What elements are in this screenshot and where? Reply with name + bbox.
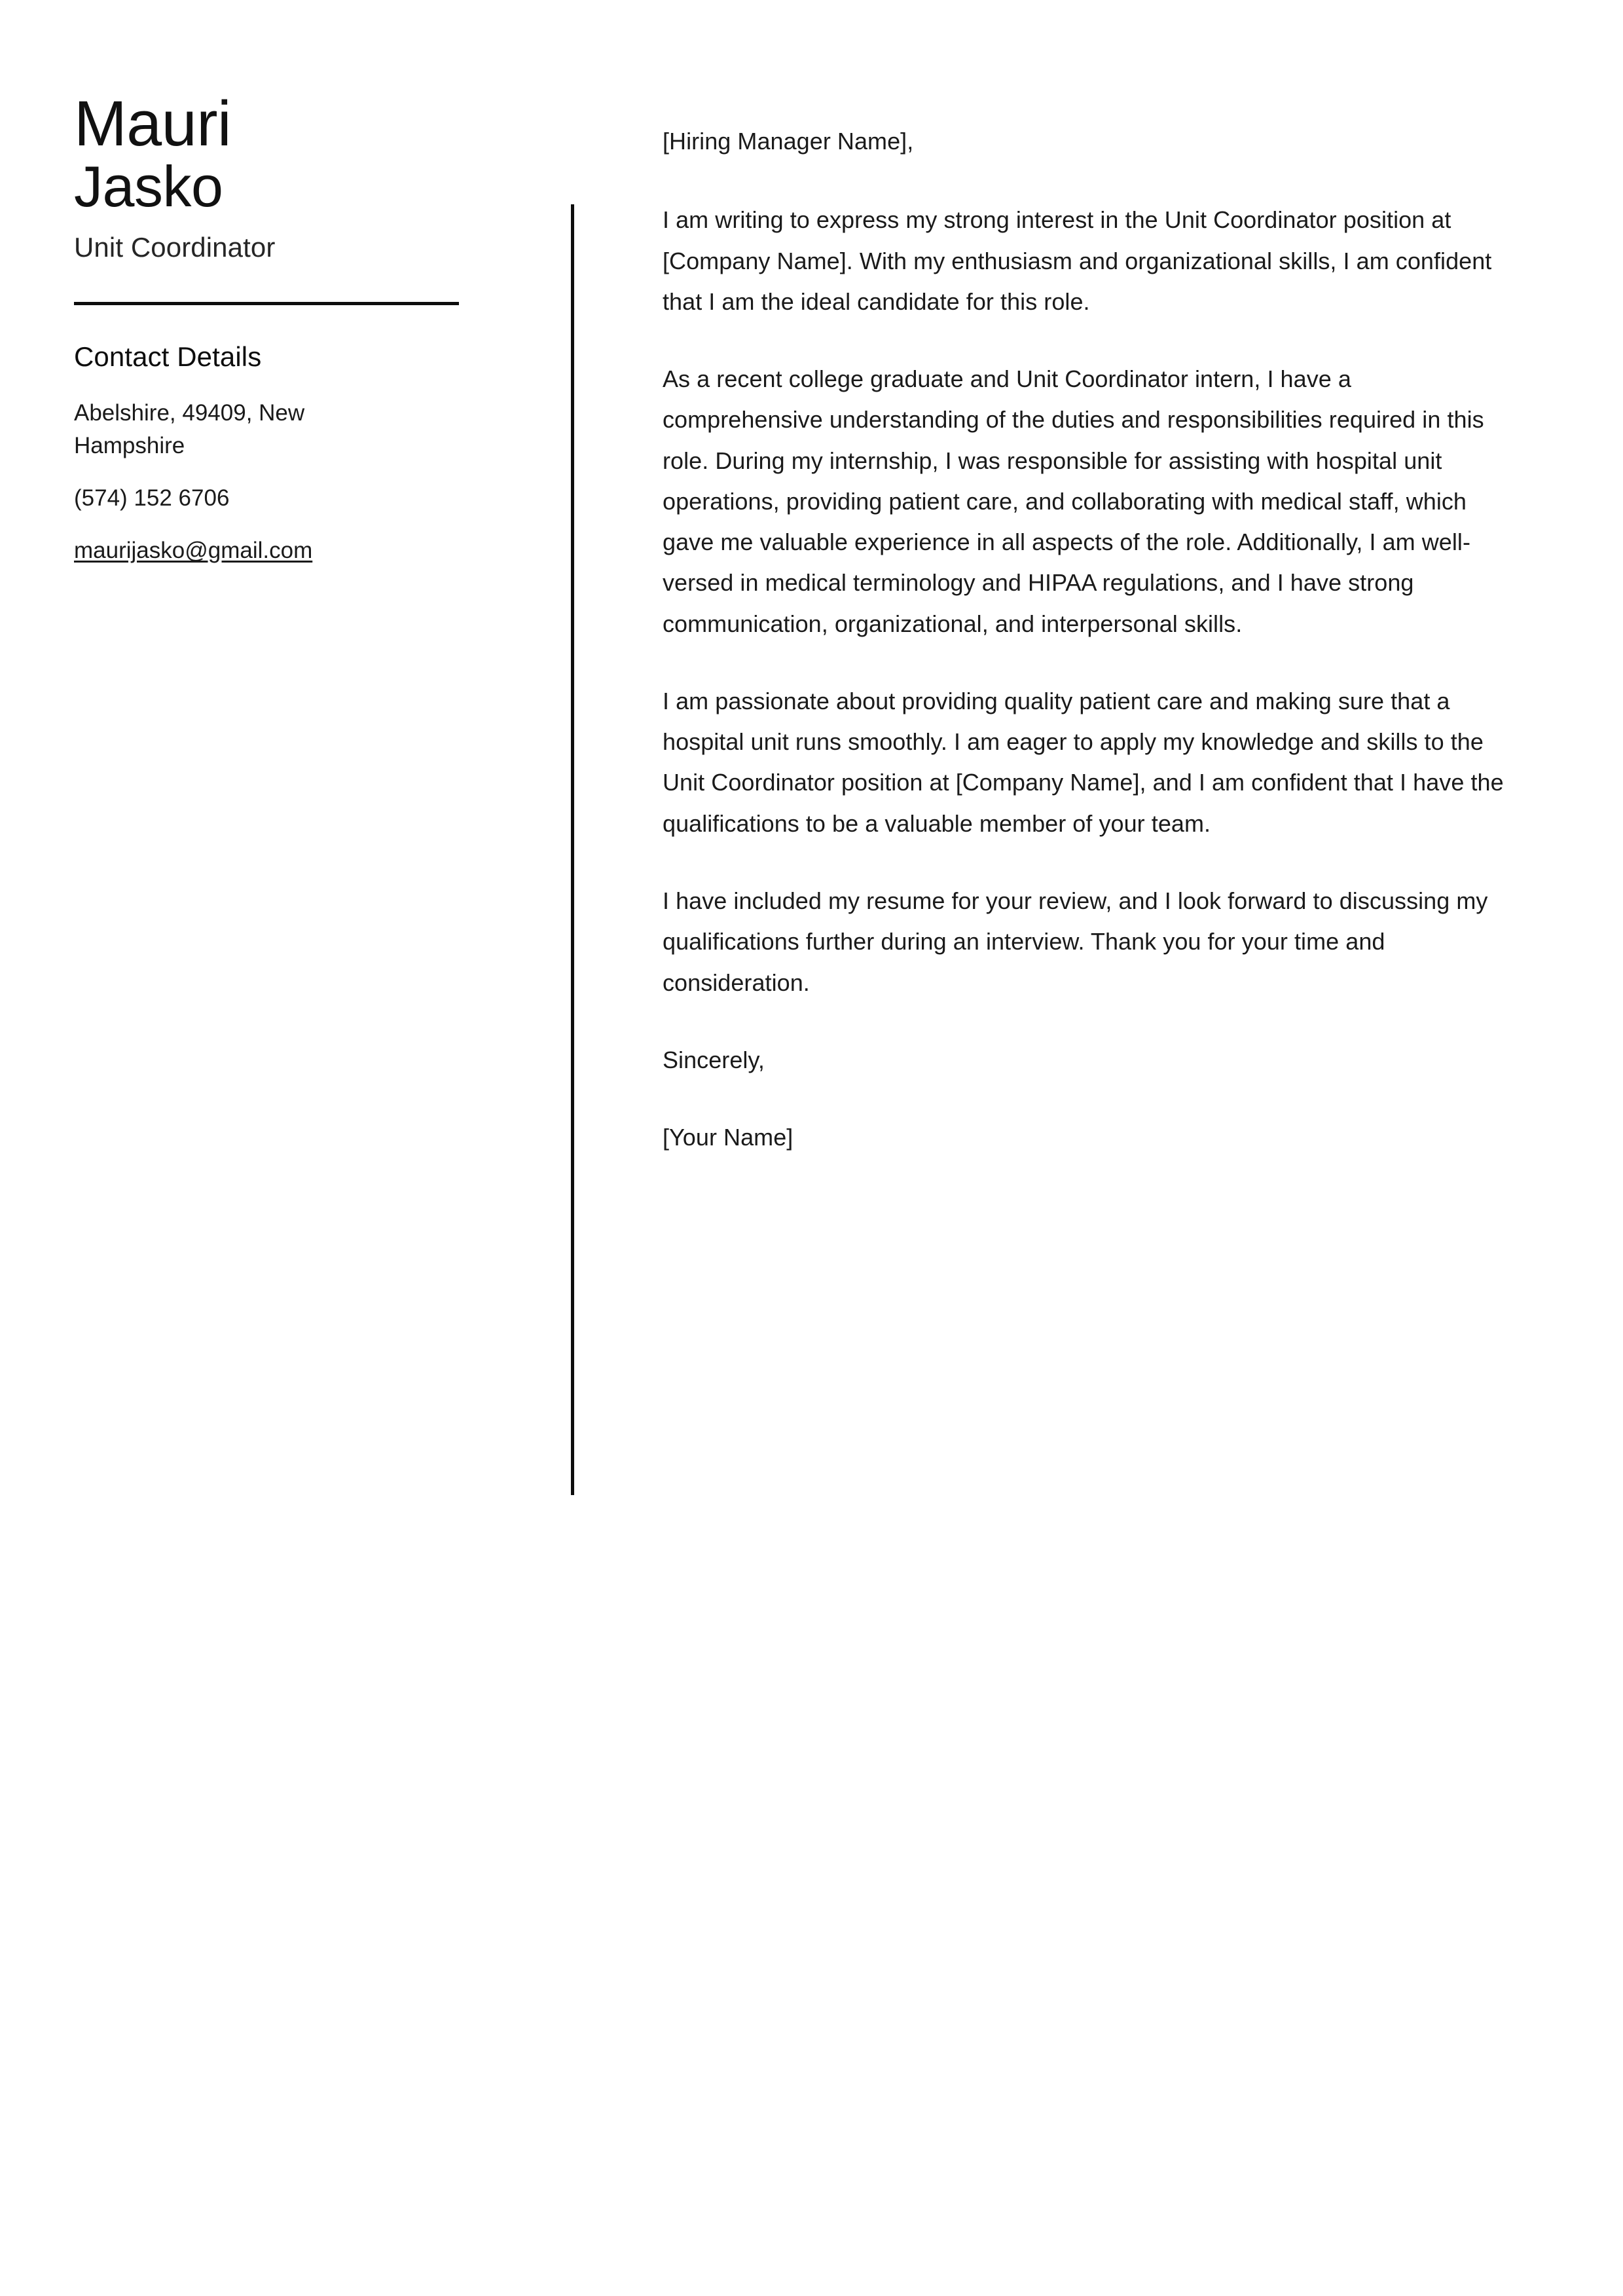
- letter-salutation: [Hiring Manager Name],: [663, 128, 914, 155]
- candidate-job-title: Unit Coordinator: [74, 232, 276, 263]
- sidebar-divider-rule: [74, 302, 459, 305]
- sidebar: [74, 88, 467, 568]
- letter-body: [663, 121, 1507, 1158]
- letter-paragraph-1: I am writing to express my strong interest in the Unit Coordinator position at [Company Name]. With my enthusiasm and organizational skills, I am confident that I am the ideal candidate for this role.: [663, 206, 1492, 315]
- letter-signature-name: [Your Name]: [663, 1124, 793, 1151]
- contact-email-line: [74, 534, 382, 567]
- letter-paragraph-2: As a recent college graduate and Unit Coordinator intern, I have a comprehensive understanding of the duties and responsibilities required in this role. During my internship, I was responsible for assisting with hospital unit operations, providing patient care, and collaborating with medical staff, which gave me valuable experience in all aspects of the role. Additionally, I am well-versed in medical terminology and HIPAA regulations, and I have strong communication, organizational, and interpersonal skills.: [663, 365, 1484, 637]
- candidate-last-name: Jasko: [74, 153, 223, 219]
- candidate-first-name: Mauri: [74, 88, 232, 159]
- contact-phone: (574) 152 6706: [74, 485, 230, 511]
- contact-details-list: [74, 397, 467, 567]
- contact-email-link[interactable]: maurijasko@gmail.com: [74, 538, 313, 564]
- letter-paragraph-3: I am passionate about providing quality patient care and making sure that a hospital unit runs smoothly. I am eager to apply my knowledge and skills to the Unit Coordinator position at [Company Name], and I am confident that I have the qualifications to be a valuable member of your team.: [663, 687, 1504, 837]
- contact-details-heading: Contact Details: [74, 341, 262, 372]
- letter-paragraph-4: I have included my resume for your review, and I look forward to discussing my qualifications further during an interview. Thank you for your time and consideration.: [663, 887, 1488, 996]
- candidate-name: [74, 88, 467, 219]
- letter-closing: Sincerely,: [663, 1046, 765, 1073]
- column-divider-rule: [571, 204, 574, 1495]
- contact-address: Abelshire, 49409, New Hampshire: [74, 400, 305, 459]
